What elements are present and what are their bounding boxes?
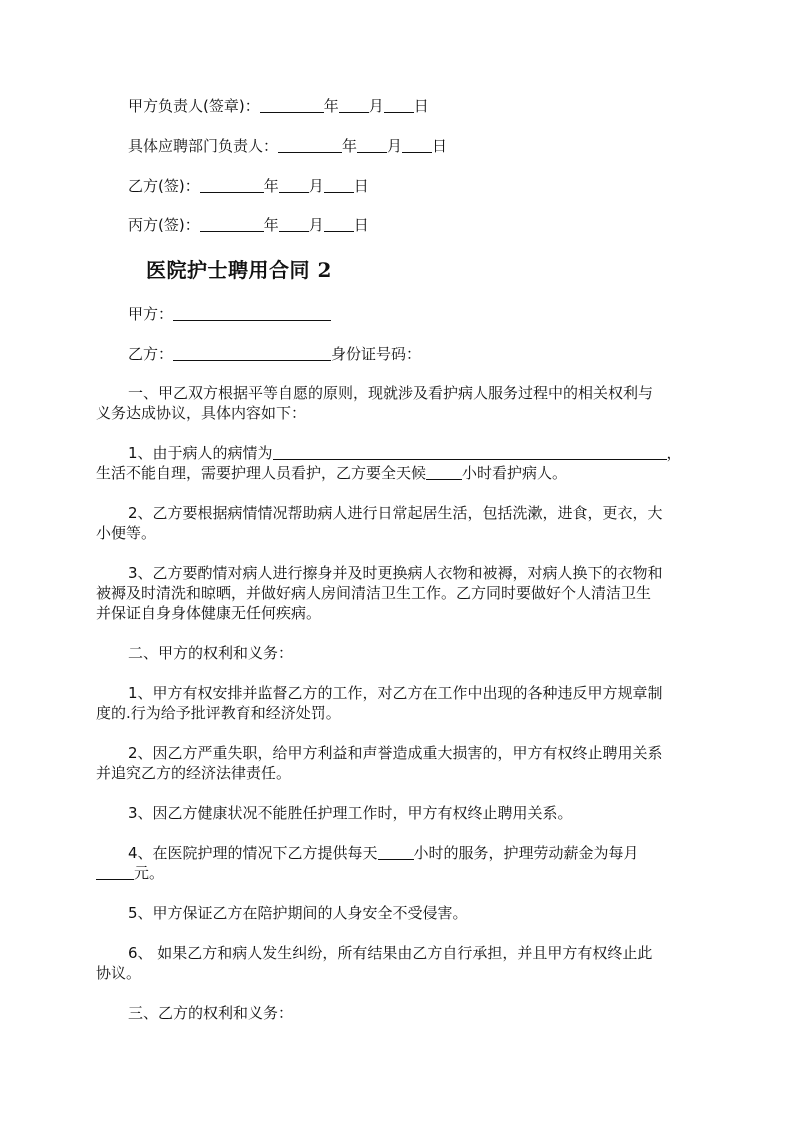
item1-comma: ， xyxy=(666,444,682,462)
party-c-sign-label: 丙方(签)： xyxy=(128,216,200,234)
section2-item4-line2 xyxy=(96,863,164,883)
blank-party-b xyxy=(173,345,331,361)
section2-item1-line1: 1、甲方有权安排并监督乙方的工作，对乙方在工作中出现的各种违反甲方规章制 xyxy=(128,684,663,702)
signature-line-dept-head xyxy=(128,136,447,156)
blank-condition xyxy=(273,444,667,460)
day-label: 日 xyxy=(432,137,448,155)
month-label: 月 xyxy=(308,177,324,195)
dept-head-label: 具体应聘部门负责人： xyxy=(128,137,279,155)
year-label: 年 xyxy=(263,177,279,195)
blank-monthly-salary xyxy=(96,864,134,880)
blank-month xyxy=(357,137,387,153)
section2-item4-line1 xyxy=(128,843,639,863)
section3-heading: 三、乙方的权利和义务： xyxy=(128,1004,294,1022)
item1-text-2: 生活不能自理，需要护理人员看护，乙方要全天候 xyxy=(96,464,427,482)
day-label: 日 xyxy=(353,177,369,195)
party-a-head-label: 甲方负责人(签章)： xyxy=(128,97,260,115)
section2-item2-line1: 2、因乙方严重失职，给甲方利益和声誉造成重大损害的，甲方有权终止聘用关系 xyxy=(128,744,663,762)
section1-item2-line2: 小便等。 xyxy=(96,524,157,542)
party-b-sign-label: 乙方(签)： xyxy=(128,177,200,195)
party-b-label: 乙方： xyxy=(128,345,174,363)
blank-hours xyxy=(426,464,462,480)
blank-month xyxy=(279,216,309,232)
signature-line-party-b xyxy=(128,176,369,196)
blank-day xyxy=(324,216,354,232)
party-b-line xyxy=(128,344,421,364)
section2-item3: 3、因乙方健康状况不能胜任护理工作时，甲方有权终止聘用关系。 xyxy=(128,804,573,822)
year-label: 年 xyxy=(342,137,358,155)
contract-title: 医院护士聘用合同 2 xyxy=(146,258,332,282)
day-label: 日 xyxy=(353,216,369,234)
section1-item3-line3: 并保证自身身体健康无任何疾病。 xyxy=(96,604,322,622)
item4-yuan: 元。 xyxy=(134,864,165,882)
blank-day xyxy=(324,177,354,193)
section2-item6-line2: 协议。 xyxy=(96,964,142,982)
section1-item2-line1: 2、乙方要根据病情情况帮助病人进行日常起居生活，包括洗漱，进食，更衣，大 xyxy=(128,504,663,522)
section2-item2-line2: 并追究乙方的经济法律责任。 xyxy=(96,764,292,782)
section2-item5: 5、甲方保证乙方在陪护期间的人身安全不受侵害。 xyxy=(128,904,468,922)
id-number-label: 身份证号码： xyxy=(331,345,422,363)
blank-month xyxy=(279,177,309,193)
year-label: 年 xyxy=(323,97,339,115)
signature-line-party-a-head xyxy=(128,96,429,116)
item1-text: 1、由于病人的病情为 xyxy=(128,444,273,462)
section1-item3-line1: 3、乙方要酌情对病人进行擦身并及时更换病人衣物和被褥，对病人换下的衣物和 xyxy=(128,564,663,582)
party-a-line xyxy=(128,304,331,324)
item4-text-2: 小时的服务，护理劳动薪金为每月 xyxy=(413,844,639,862)
blank-signature xyxy=(200,177,264,193)
blank-daily-hours xyxy=(378,844,414,860)
blank-day xyxy=(402,137,432,153)
blank-month xyxy=(339,97,369,113)
blank-party-a xyxy=(173,305,331,321)
section1-intro-line1: 一、甲乙双方根据平等自愿的原则，现就涉及看护病人服务过程中的相关权利与 xyxy=(128,384,654,402)
blank-signature xyxy=(278,137,342,153)
item4-text: 4、在医院护理的情况下乙方提供每天 xyxy=(128,844,378,862)
month-label: 月 xyxy=(368,97,384,115)
blank-signature xyxy=(260,97,324,113)
year-label: 年 xyxy=(263,216,279,234)
section1-item3-line2: 被褥及时清洗和晾晒，并做好病人房间清洁卫生工作。乙方同时要做好个人清洁卫生 xyxy=(96,584,652,602)
blank-signature xyxy=(200,216,264,232)
month-label: 月 xyxy=(387,137,403,155)
party-a-label: 甲方： xyxy=(128,305,174,323)
section1-item1-line1 xyxy=(128,443,682,463)
blank-day xyxy=(384,97,414,113)
item1-text-3: 小时看护病人。 xyxy=(462,464,568,482)
signature-line-party-c xyxy=(128,215,369,235)
section2-heading: 二、甲方的权利和义务： xyxy=(128,644,294,662)
day-label: 日 xyxy=(413,97,429,115)
section1-item1-line2 xyxy=(96,463,567,483)
section2-item1-line2: 度的.行为给予批评教育和经济处罚。 xyxy=(96,704,341,722)
section2-item6-line1: 6、 如果乙方和病人发生纠纷，所有结果由乙方自行承担，并且甲方有权终止此 xyxy=(128,944,653,962)
section1-intro-line2: 义务达成协议，具体内容如下： xyxy=(96,404,307,422)
month-label: 月 xyxy=(308,216,324,234)
